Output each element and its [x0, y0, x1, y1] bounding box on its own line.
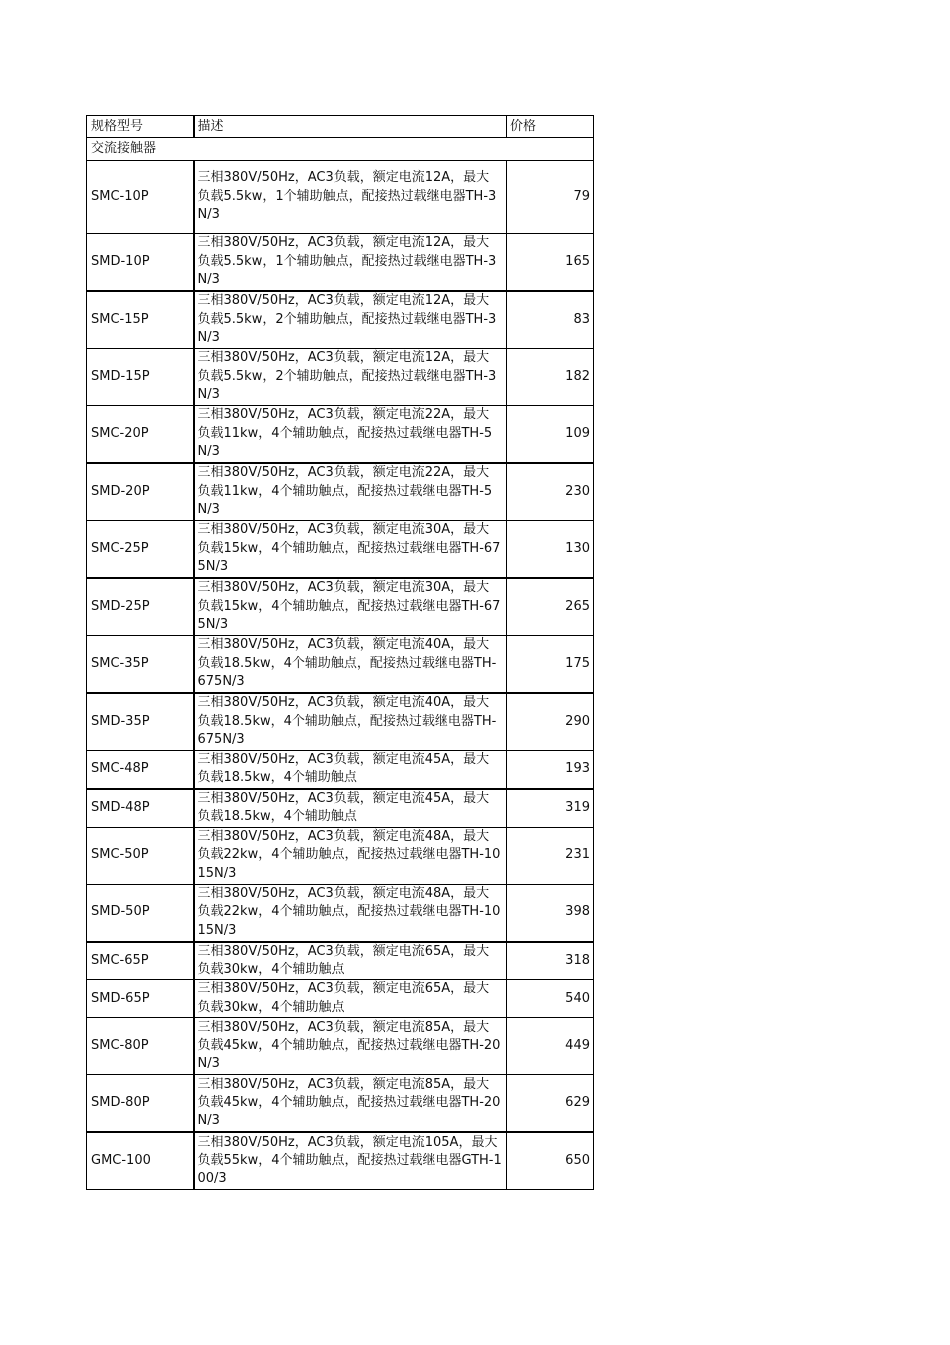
model-cell: SMD-35P [87, 693, 194, 751]
model-cell: SMC-25P [87, 521, 194, 579]
description-cell: 三相380V/50Hz，AC3负载，额定电流30A，最大负载15kw，4个辅助触点，配接热过载继电器TH-675N/3 [194, 578, 507, 636]
model-cell: SMC-65P [87, 942, 194, 980]
table-row [87, 636, 594, 694]
model-cell: SMD-10P [87, 234, 194, 292]
model-cell: SMC-48P [87, 751, 194, 789]
table-row [87, 751, 594, 789]
header-row [87, 116, 594, 138]
price-cell: 398 [507, 884, 594, 942]
header-description: 描述 [194, 116, 507, 138]
model-cell: SMC-80P [87, 1018, 194, 1075]
price-cell: 130 [507, 521, 594, 579]
description-cell: 三相380V/50Hz，AC3负载，额定电流22A，最大负载11kw，4个辅助触点，配接热过载继电器TH-5N/3 [194, 463, 507, 521]
price-list-sheet [86, 115, 593, 1190]
description-cell: 三相380V/50Hz，AC3负载，额定电流45A，最大负载18.5kw，4个辅助触点 [194, 789, 507, 827]
price-cell: 109 [507, 406, 594, 464]
header-model: 规格型号 [87, 116, 194, 138]
table-row [87, 291, 594, 349]
table-row [87, 521, 594, 579]
description-cell: 三相380V/50Hz，AC3负载，额定电流12A，最大负载5.5kw，2个辅助触点，配接热过载继电器TH-3N/3 [194, 349, 507, 406]
table-row [87, 1075, 594, 1133]
price-cell: 318 [507, 942, 594, 980]
table-row [87, 161, 594, 234]
model-cell: SMD-15P [87, 349, 194, 406]
category-label: 交流接触器 [87, 138, 594, 161]
description-cell: 三相380V/50Hz，AC3负载，额定电流65A，最大负载30kw，4个辅助触点 [194, 942, 507, 980]
description-cell: 三相380V/50Hz，AC3负载，额定电流40A，最大负载18.5kw，4个辅助触点，配接热过载继电器TH-675N/3 [194, 693, 507, 751]
table-row [87, 942, 594, 980]
table-row [87, 1132, 594, 1190]
table-row [87, 578, 594, 636]
price-cell: 629 [507, 1075, 594, 1133]
header-price: 价格 [507, 116, 594, 138]
price-cell: 231 [507, 827, 594, 884]
model-cell: SMD-50P [87, 884, 194, 942]
description-cell: 三相380V/50Hz，AC3负载，额定电流65A，最大负载30kw，4个辅助触点 [194, 980, 507, 1018]
description-cell: 三相380V/50Hz，AC3负载，额定电流30A，最大负载15kw，4个辅助触点，配接热过载继电器TH-675N/3 [194, 521, 507, 579]
category-row [87, 138, 594, 161]
table-row [87, 884, 594, 942]
description-cell: 三相380V/50Hz，AC3负载，额定电流45A，最大负载18.5kw，4个辅助触点 [194, 751, 507, 789]
model-cell: GMC-100 [87, 1132, 194, 1190]
model-cell: SMC-50P [87, 827, 194, 884]
description-cell: 三相380V/50Hz，AC3负载，额定电流105A，最大负载55kw，4个辅助触点，配接热过载继电器GTH-100/3 [194, 1132, 507, 1190]
price-table [86, 115, 594, 1190]
description-cell: 三相380V/50Hz，AC3负载，额定电流12A，最大负载5.5kw，1个辅助触点，配接热过载继电器TH-3N/3 [194, 161, 507, 234]
model-cell: SMD-65P [87, 980, 194, 1018]
model-cell: SMC-20P [87, 406, 194, 464]
description-cell: 三相380V/50Hz，AC3负载，额定电流85A，最大负载45kw，4个辅助触点，配接热过载继电器TH-20N/3 [194, 1018, 507, 1075]
table-row [87, 463, 594, 521]
model-cell: SMD-25P [87, 578, 194, 636]
table-row [87, 349, 594, 406]
model-cell: SMD-80P [87, 1075, 194, 1133]
model-cell: SMD-20P [87, 463, 194, 521]
price-cell: 193 [507, 751, 594, 789]
price-cell: 165 [507, 234, 594, 292]
price-cell: 650 [507, 1132, 594, 1190]
description-cell: 三相380V/50Hz，AC3负载，额定电流12A，最大负载5.5kw，2个辅助触点，配接热过载继电器TH-3N/3 [194, 291, 507, 349]
table-row [87, 234, 594, 292]
price-cell: 79 [507, 161, 594, 234]
model-cell: SMC-35P [87, 636, 194, 694]
price-cell: 182 [507, 349, 594, 406]
price-cell: 265 [507, 578, 594, 636]
price-cell: 319 [507, 789, 594, 827]
table-row [87, 406, 594, 464]
price-cell: 449 [507, 1018, 594, 1075]
price-cell: 540 [507, 980, 594, 1018]
description-cell: 三相380V/50Hz，AC3负载，额定电流48A，最大负载22kw，4个辅助触点，配接热过载继电器TH-1015N/3 [194, 884, 507, 942]
table-row [87, 1018, 594, 1075]
description-cell: 三相380V/50Hz，AC3负载，额定电流22A，最大负载11kw，4个辅助触点，配接热过载继电器TH-5N/3 [194, 406, 507, 464]
price-cell: 83 [507, 291, 594, 349]
description-cell: 三相380V/50Hz，AC3负载，额定电流12A，最大负载5.5kw，1个辅助触点，配接热过载继电器TH-3N/3 [194, 234, 507, 292]
description-cell: 三相380V/50Hz，AC3负载，额定电流85A，最大负载45kw，4个辅助触点，配接热过载继电器TH-20N/3 [194, 1075, 507, 1133]
description-cell: 三相380V/50Hz，AC3负载，额定电流48A，最大负载22kw，4个辅助触点，配接热过载继电器TH-1015N/3 [194, 827, 507, 884]
table-row [87, 827, 594, 884]
price-cell: 175 [507, 636, 594, 694]
table-row [87, 980, 594, 1018]
table-row [87, 693, 594, 751]
model-cell: SMC-15P [87, 291, 194, 349]
price-cell: 230 [507, 463, 594, 521]
price-cell: 290 [507, 693, 594, 751]
table-row [87, 789, 594, 827]
model-cell: SMD-48P [87, 789, 194, 827]
description-cell: 三相380V/50Hz，AC3负载，额定电流40A，最大负载18.5kw，4个辅助触点，配接热过载继电器TH-675N/3 [194, 636, 507, 694]
model-cell: SMC-10P [87, 161, 194, 234]
